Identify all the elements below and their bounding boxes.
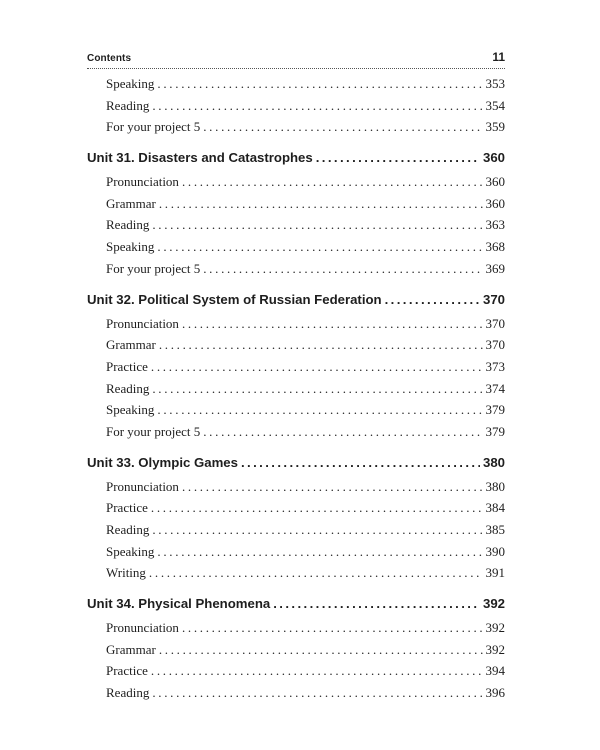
dot-leader [152,685,482,701]
toc-entry[interactable] [87,239,505,261]
toc-entry[interactable] [87,402,505,424]
toc-entry-page: 392 [485,620,505,636]
dot-leader [159,196,483,212]
dot-leader [157,239,482,255]
unit-page: 392 [482,596,505,612]
dot-leader [159,642,483,658]
unit-section [87,596,505,707]
dot-leader [241,455,480,470]
dot-leader [152,381,482,397]
dot-leader [152,98,482,114]
toc-entry-page: 392 [485,641,505,657]
toc-entry[interactable] [87,316,505,338]
toc-entry-label: Writing [106,565,146,581]
toc-entry-page: 370 [485,337,505,353]
toc-entry-page: 359 [485,119,505,135]
toc-entry-label: Pronunciation [106,478,179,494]
toc-entry-page: 360 [485,174,505,190]
toc-entry-label: Speaking [106,402,155,418]
toc-entry-label: Reading [106,380,150,396]
toc-entry-page: 363 [485,217,505,233]
toc-entry-page: 390 [485,543,505,559]
toc-entry-label: Practice [106,500,148,516]
toc-entry-label: Practice [106,663,148,679]
toc-entry-page: 374 [485,380,505,396]
unit-title: Unit 33. Olympic Games [87,454,238,470]
dot-leader [316,150,480,165]
dot-leader [385,292,480,307]
toc-entry-label: For your project 5 [106,423,201,439]
toc-entry-page: 354 [485,97,505,113]
unit-section [87,150,505,282]
toc-entry[interactable] [87,337,505,359]
toc-entry-page: 396 [485,685,505,701]
toc-entry-label: Reading [106,217,150,233]
running-head [87,48,505,69]
toc-entry[interactable] [87,119,505,141]
toc-entry[interactable] [87,685,505,707]
toc-entry-page: 385 [485,522,505,537]
toc-entry[interactable] [87,381,505,403]
toc-entry[interactable] [87,359,505,381]
toc-entry-page: 360 [485,195,505,211]
dot-leader [157,402,482,418]
toc-entry-page: 373 [485,358,505,374]
toc-entry-label: For your project 5 [106,260,201,276]
toc-entry-page: 353 [485,76,505,91]
unit-title: Unit 32. Political System of Russian Federation [87,291,382,307]
toc-entry[interactable] [87,261,505,283]
unit-heading[interactable] [87,596,505,620]
unit-title: Unit 34. Physical Phenomena [87,596,271,612]
dot-leader [203,119,482,135]
toc-entry-label: Grammar [106,195,156,211]
toc-entry-label: Reading [106,685,150,701]
dot-leader [149,565,483,581]
toc-entry-page: 368 [485,239,505,255]
continued-entries [87,76,505,141]
dot-leader [157,544,482,560]
dot-leader [203,261,482,277]
unit-heading[interactable] [87,455,505,479]
toc-entry[interactable] [87,174,505,196]
toc-entry-label: Pronunciation [106,315,179,331]
toc-entry[interactable] [87,620,505,642]
toc-entry[interactable] [87,196,505,218]
toc-entry-page: 394 [485,663,505,679]
toc-entry-page: 370 [485,315,505,331]
toc-entry[interactable] [87,522,505,544]
dot-leader [182,620,483,636]
toc-entry-label: Reading [106,97,150,113]
toc-entry[interactable] [87,479,505,501]
toc-entry-page: 391 [485,565,505,581]
toc-entry[interactable] [87,565,505,587]
page-number: 11 [492,50,505,64]
dot-leader [151,359,483,375]
toc-entry-label: Speaking [106,239,155,255]
dot-leader [203,424,482,440]
toc-entry[interactable] [87,424,505,446]
running-head-title: Contents [87,53,132,64]
dot-leader [151,500,483,516]
unit-section [87,292,505,446]
unit-page: 370 [482,291,505,307]
dot-leader [152,522,482,538]
toc-entry[interactable] [87,663,505,685]
dot-leader [157,76,482,92]
toc-entry-label: Grammar [106,641,156,657]
toc-entry-page: 380 [485,478,505,494]
dot-leader [182,479,483,495]
toc-entry-page: 379 [485,402,505,418]
toc-entry[interactable] [87,642,505,664]
unit-page: 380 [482,454,505,470]
toc-entry-label: Speaking [106,76,155,91]
toc-entry-label: Grammar [106,337,156,353]
toc-entry-label: Pronunciation [106,174,179,190]
toc-entry[interactable] [87,217,505,239]
toc-entry-label: Reading [106,522,150,537]
unit-heading[interactable] [87,150,505,174]
toc-entry[interactable] [87,500,505,522]
dot-leader [151,663,483,679]
toc-entry-page: 384 [485,500,505,516]
dot-leader [159,337,483,353]
dot-leader [182,316,483,332]
dot-leader [182,174,483,190]
unit-title: Unit 31. Disasters and Catastrophes [87,150,313,166]
unit-heading[interactable] [87,292,505,316]
toc-entry-page: 369 [485,260,505,276]
dot-leader [273,596,480,611]
toc-entry-label: For your project 5 [106,119,201,135]
toc-entry-label: Practice [106,358,148,374]
unit-page: 360 [482,150,505,166]
toc-entry[interactable] [87,76,505,98]
dot-leader [152,217,482,233]
toc-entry[interactable] [87,544,505,566]
contents-page [87,48,505,707]
toc-entry-page: 379 [485,423,505,439]
unit-section [87,455,505,587]
toc-entry-label: Speaking [106,543,155,559]
toc-entry-label: Pronunciation [106,620,179,636]
toc-entry[interactable] [87,98,505,120]
